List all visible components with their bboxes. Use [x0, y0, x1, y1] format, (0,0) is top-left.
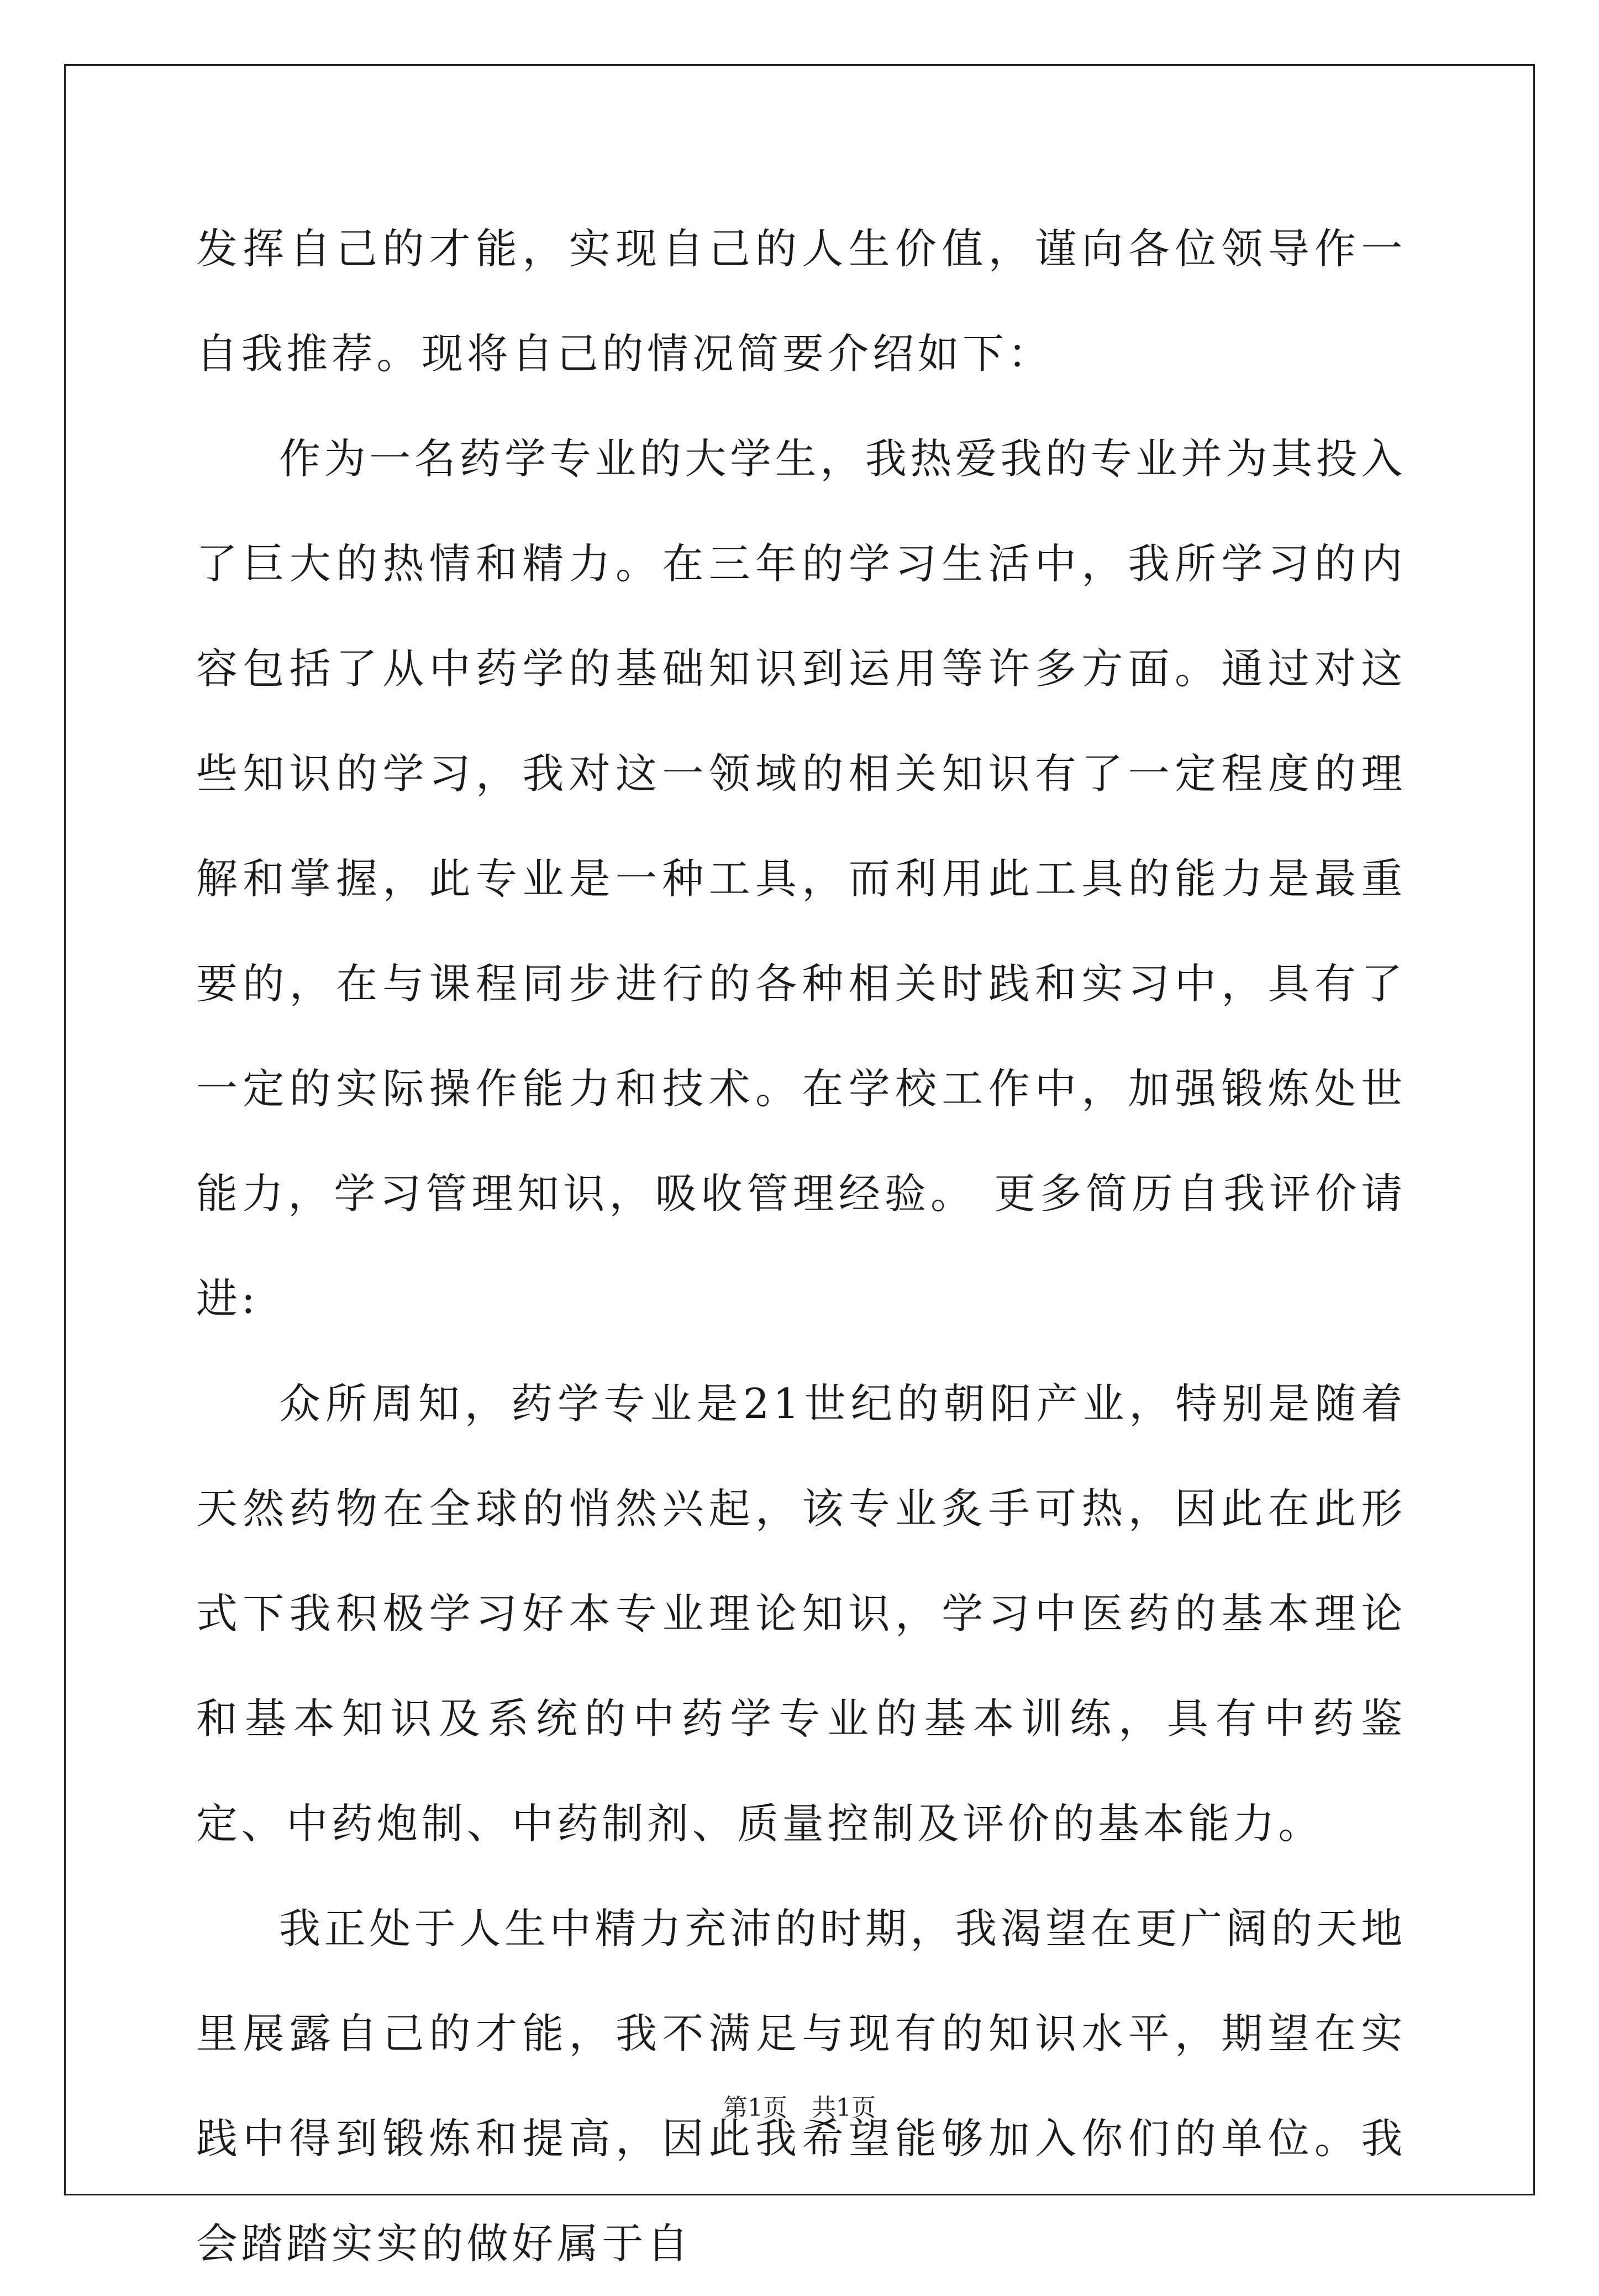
paragraph-aspiration: 我正处于人生中精力充沛的时期，我渴望在更广阔的天地里展露自己的才能，我不满足与现有的知识水平，期望在实践中得到锻炼和提高，因此我希望能够加入你们的单位。我会踏踏实实的做好属于自: [196, 1904, 1407, 2268]
paragraph-industry: 众所周知，药学专业是21世纪的朝阳产业，特别是随着天然药物在全球的悄然兴起，该专业炙手可热，因此在此形式下我积极学习好本专业理论知识，学习中医药的基本理论和基本知识及系统的中药学专业的基本训练，具有中药鉴定、中药炮制、中药制剂、质量控制及评价的基本能力。: [196, 1379, 1406, 1848]
paragraph-intro: 发挥自己的才能，实现自己的人生价值，谨向各位领导作一自我推荐。现将自己的情况简要介绍如下：: [196, 224, 1406, 378]
paragraph-major: 作为一名药学专业的大学生，我热爱我的专业并为其投入了巨大的热情和精力。在三年的学习生活中，我所学习的内容包括了从中药学的基础知识到运用等许多方面。通过对这些知识的学习，我对这一领域的相关知识有了一定程度的理解和掌握，此专业是一种工具，而利用此工具的能力是最重要的，在与课程同步进行的各种相关时践和实习中，具有了一定的实际操作能力和技术。在学校工作中，加强锻炼处世能力，学习管理知识，吸收管理经验。 更多简历自我评价请进:: [196, 434, 1407, 1323]
page-footer: 第1页 共1页: [723, 2094, 876, 2122]
document-body: [196, 196, 1406, 2296]
